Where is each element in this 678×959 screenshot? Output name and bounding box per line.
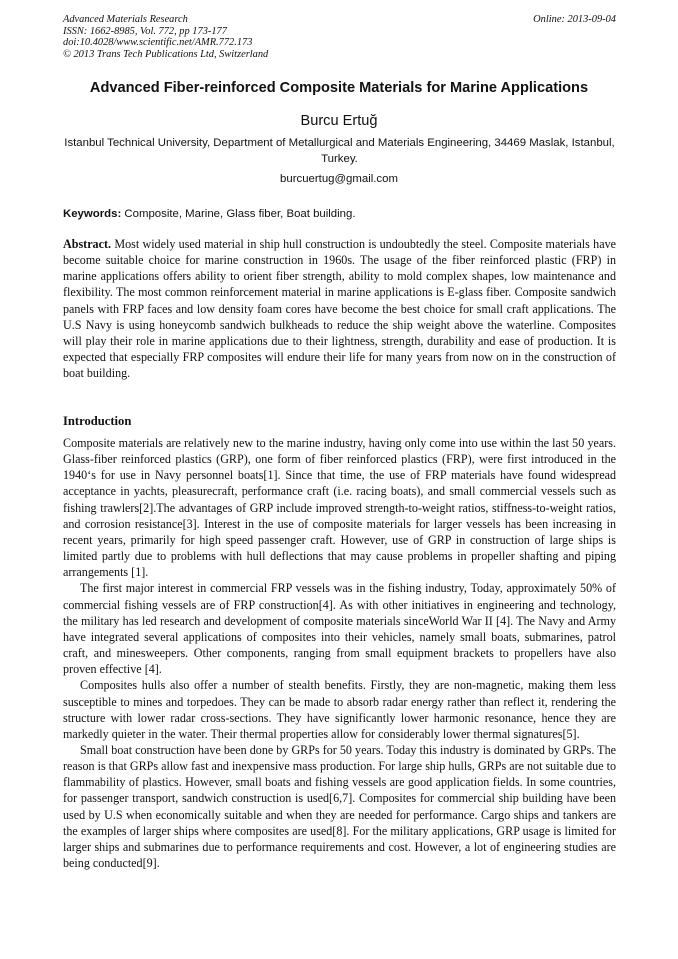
copyright-line: © 2013 Trans Tech Publications Ltd, Switzerland — [63, 48, 269, 60]
abstract-label: Abstract. — [63, 237, 112, 251]
author-name: Burcu Ertuğ — [300, 113, 378, 129]
keywords-label: Keywords: — [63, 208, 122, 220]
section-heading-introduction: Introduction — [63, 414, 132, 428]
introduction-body — [63, 435, 616, 871]
doi-line[interactable]: doi:10.4028/www.scientific.net/AMR.772.173 — [63, 37, 253, 49]
paragraph: Composite materials are relatively new to the marine industry, having only come into use within the last 50 years. Glass-fiber reinforced plastics (GRP), one form of fiber reinforced plastics (FRP), were first introduced in the 1940‘s for use in Navy personnel boats[1]. Since that time, the use of FRP materials have found widespread acceptance in yachts, pleasurecraft, performance craft (i.e. racing boats), and small commercial vessels such as fishing trawlers[2].The advantages of GRP include improved strength-to-weight ratios, stiffness-to-weight ratios, and corrosion resistance[3]. Interest in the use of composite materials for larger vessels has been increasing in recent years, primarily for high speed passenger craft. However, use of GRP in construction of large ships is limited partly due to problems with hull deflections that may cause problems in propeller shafting and piping arrangements [1]. — [63, 436, 616, 580]
issn-line: ISSN: 1662-8985, Vol. 772, pp 173-177 — [63, 25, 227, 37]
abstract-text: Most widely used material in ship hull construction is undoubtedly the steel. Composite materials have become suitable choice for marine construction in 1960s. The usage of the fiber reinforced plastic (FRP) in marine applications offers ability to orient fiber strength, ability to mold complex shapes, low maintenance and flexibility. The most common reinforcement material in marine applications is E-glass fiber. Composite sandwich panels with FRP faces and low density foam cores have become the best choice for small craft applications. The U.S Navy is using honeycomb sandwich bulkheads to reduce the ship weight above the waterline. Composites will play their role in marine applications due to their lightness, strength, durability and ease of production. It is expected that especially FRP composites will endure their life for many years from now on in the construction of boat building. — [63, 237, 616, 381]
journal-name: Advanced Materials Research — [63, 14, 188, 25]
keywords — [63, 208, 616, 220]
keywords-list: Composite, Marine, Glass fiber, Boat building. — [124, 208, 356, 220]
paragraph: Small boat construction have been done by GRPs for 50 years. Today this industry is dominated by GRPs. The reason is that GRPs allow fast and inexpensive mass production. For large ship hulls, GRPs are not suitable due to flammability of plastics. However, small boats and fishing vessels are good application fields. In some countries, for passenger transport, sandwich construction is used[6,7]. Composites for commercial ship building have been used by U.S when economically suitable and when they are needed for performance. Cargo ships and tankers are the examples of larger ships where composites are used[8]. For the military applications, GRP usage is limited for larger ships and submarines due to performance requirements and cost. However, a lot of engineering studies are being conducted[9]. — [63, 742, 616, 871]
paragraph: The first major interest in commercial FRP vessels was in the fishing industry, Today, approximately 50% of commercial fishing vessels are of FRP construction[4]. As with other initiatives in engineering and technology, the military has led research and development of composite materials sinceWorld War II [4]. The Navy and Army have integrated several applications of composites into their vehicles, namely small boats, submarines, patrol craft, and minesweepers. Other components, ranging from small equipment brackets to propellers have also proven effective [4]. — [63, 581, 616, 677]
author-email[interactable]: burcuertug@gmail.com — [280, 173, 398, 185]
author-affiliation: Istanbul Technical University, Department of Metallurgical and Materials Engineering, 34469 Maslak, Istanbul, Turkey. — [64, 137, 615, 165]
journal-header — [63, 14, 616, 60]
paragraph: Composites hulls also offer a number of stealth benefits. Firstly, they are non-magnetic, making them less susceptible to mines and torpedoes. They can be made to absorb radar energy rather than reflect it, rendering the structure with lower radar cross-sections. They have significantly lower harmonic resonance, hence they are markedly quieter in the water. Their thermal properties allow for considerably lower thermal signatures[5]. — [63, 678, 616, 741]
abstract — [63, 236, 616, 381]
paper-title: Advanced Fiber-reinforced Composite Materials for Marine Applications — [89, 80, 589, 96]
online-date: Online: 2013-09-04 — [533, 14, 616, 25]
